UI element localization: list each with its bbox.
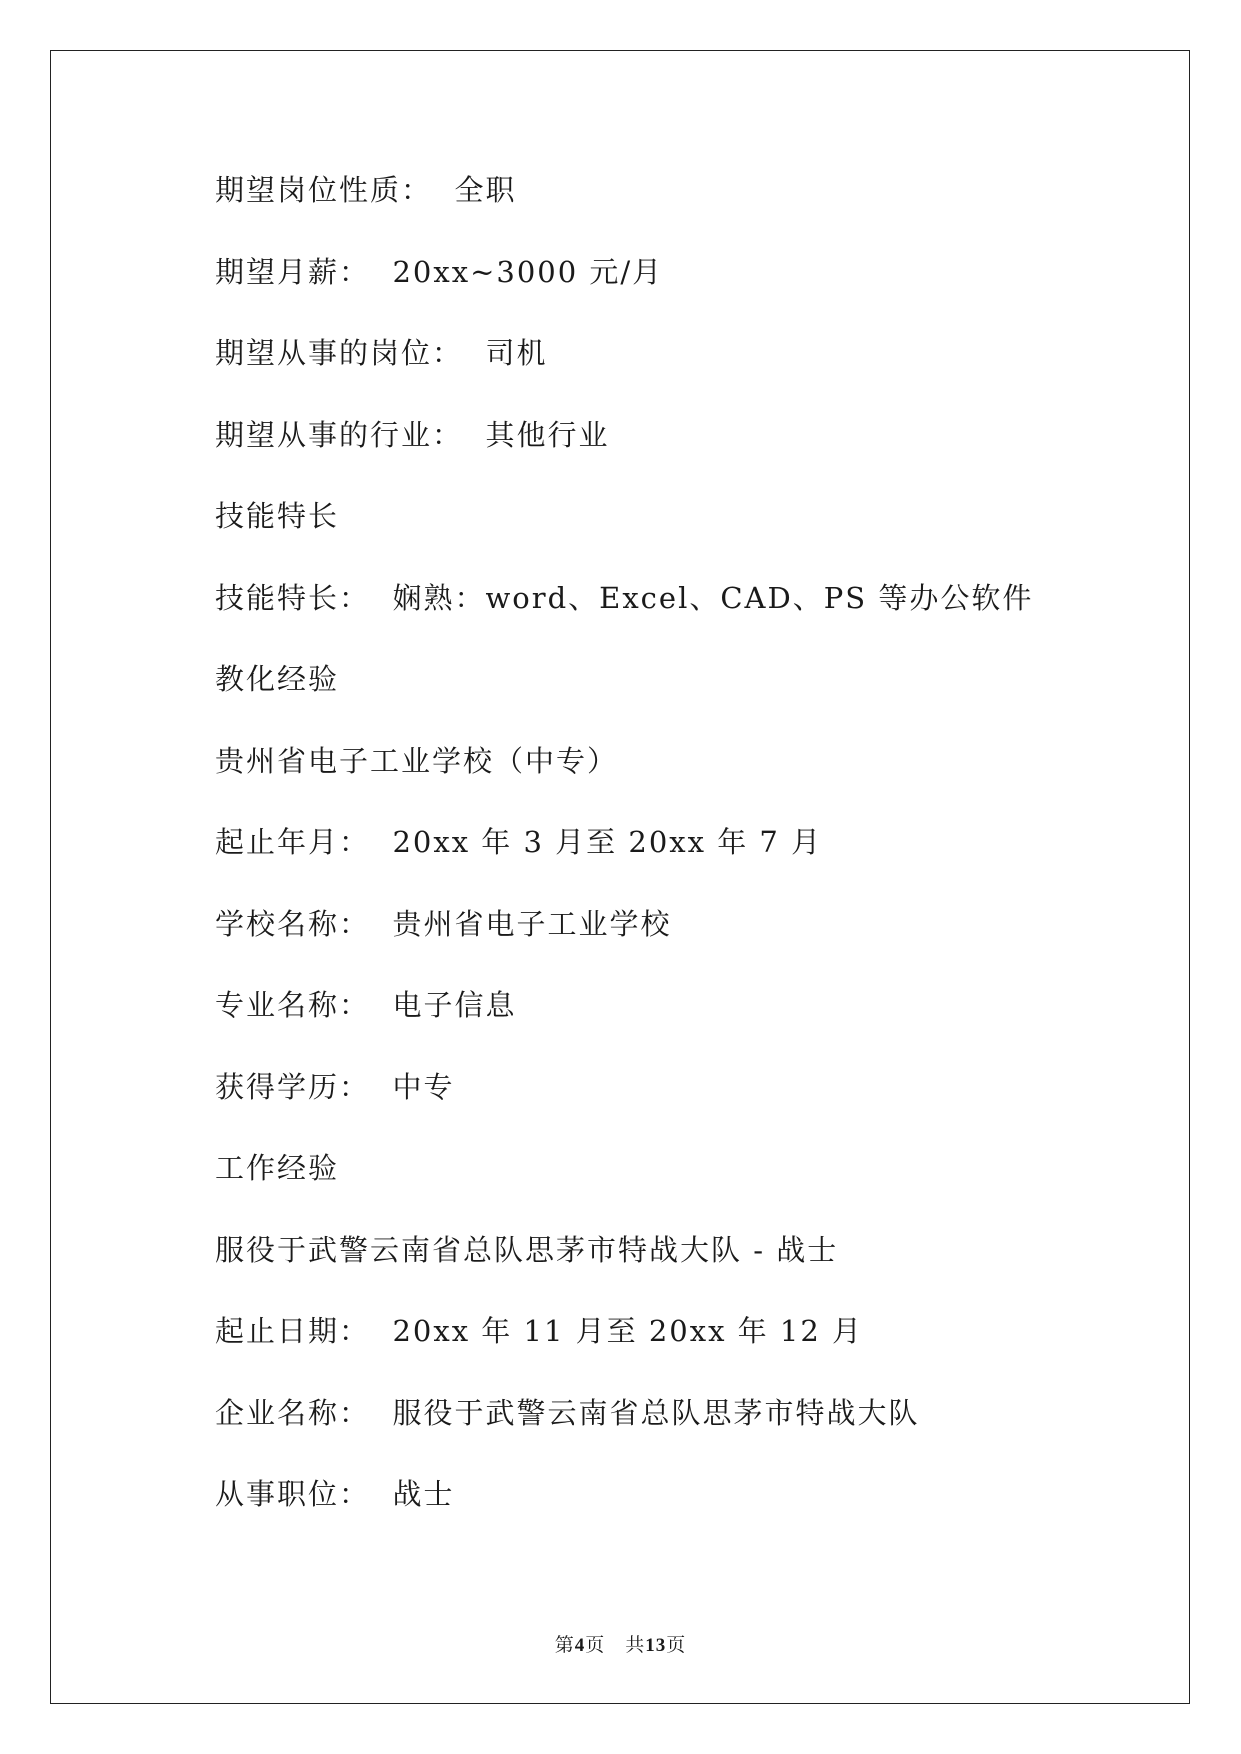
line-label: 贵州省电子工业学校（中专） [215,743,619,778]
line-value: 司机 [463,336,548,370]
line-label: 获得学历： [215,1069,371,1104]
line-value: 20xx 年 11 月至 20xx 年 12 月 [370,1314,864,1348]
line-value: 其他行业 [463,417,610,452]
line-label: 企业名称： [215,1395,371,1430]
line-value: 全职 [432,173,517,207]
line-label: 技能特长 [215,499,340,533]
page-mid: 页 共 [585,1635,646,1656]
page-suffix: 页 [666,1635,687,1656]
text-line [215,1306,1115,1388]
page-prefix: 第 [554,1635,575,1656]
line-label: 服役于武警云南省总队思茅市特战大队 - 战士 [215,1232,839,1267]
section-heading [215,491,1115,573]
text-line [215,165,1115,247]
text-line [215,1388,1115,1470]
line-label: 从事职位： [215,1477,371,1511]
text-line [215,573,1115,655]
text-line [215,247,1115,329]
document-body [215,165,1115,1551]
line-label: 技能特长： [215,580,371,615]
section-heading [215,1143,1115,1225]
line-value: 中专 [370,1069,455,1104]
text-line [215,1062,1115,1144]
line-value: 电子信息 [370,988,517,1022]
line-value: 服役于武警云南省总队思茅市特战大队 [370,1395,920,1430]
line-label: 起止年月： [215,825,371,859]
line-value: 20xx 年 3 月至 20xx 年 7 月 [370,825,823,859]
line-value: 20xx~3000 元/月 [370,254,664,289]
text-line [215,980,1115,1062]
line-label: 工作经验 [215,1151,340,1185]
line-label: 期望从事的岗位： [215,336,464,370]
line-label: 期望从事的行业： [215,417,464,452]
text-line [215,410,1115,492]
line-label: 教化经验 [215,662,340,696]
line-value: 贵州省电子工业学校 [370,906,672,941]
line-value: 战士 [370,1477,455,1511]
current-page-number: 4 [574,1635,586,1656]
line-label: 专业名称： [215,988,371,1022]
text-line [215,1225,1115,1307]
text-line [215,736,1115,818]
line-value: 娴熟：word、Excel、CAD、PS 等办公软件 [370,580,1034,615]
section-heading [215,654,1115,736]
text-line [215,817,1115,899]
line-label: 起止日期： [215,1314,371,1348]
total-page-number: 13 [645,1635,667,1656]
text-line [215,899,1115,981]
line-label: 学校名称： [215,906,371,941]
line-label: 期望月薪： [215,254,371,289]
line-label: 期望岗位性质： [215,173,433,207]
page-footer [0,1630,1241,1657]
text-line [215,328,1115,410]
text-line [215,1469,1115,1551]
